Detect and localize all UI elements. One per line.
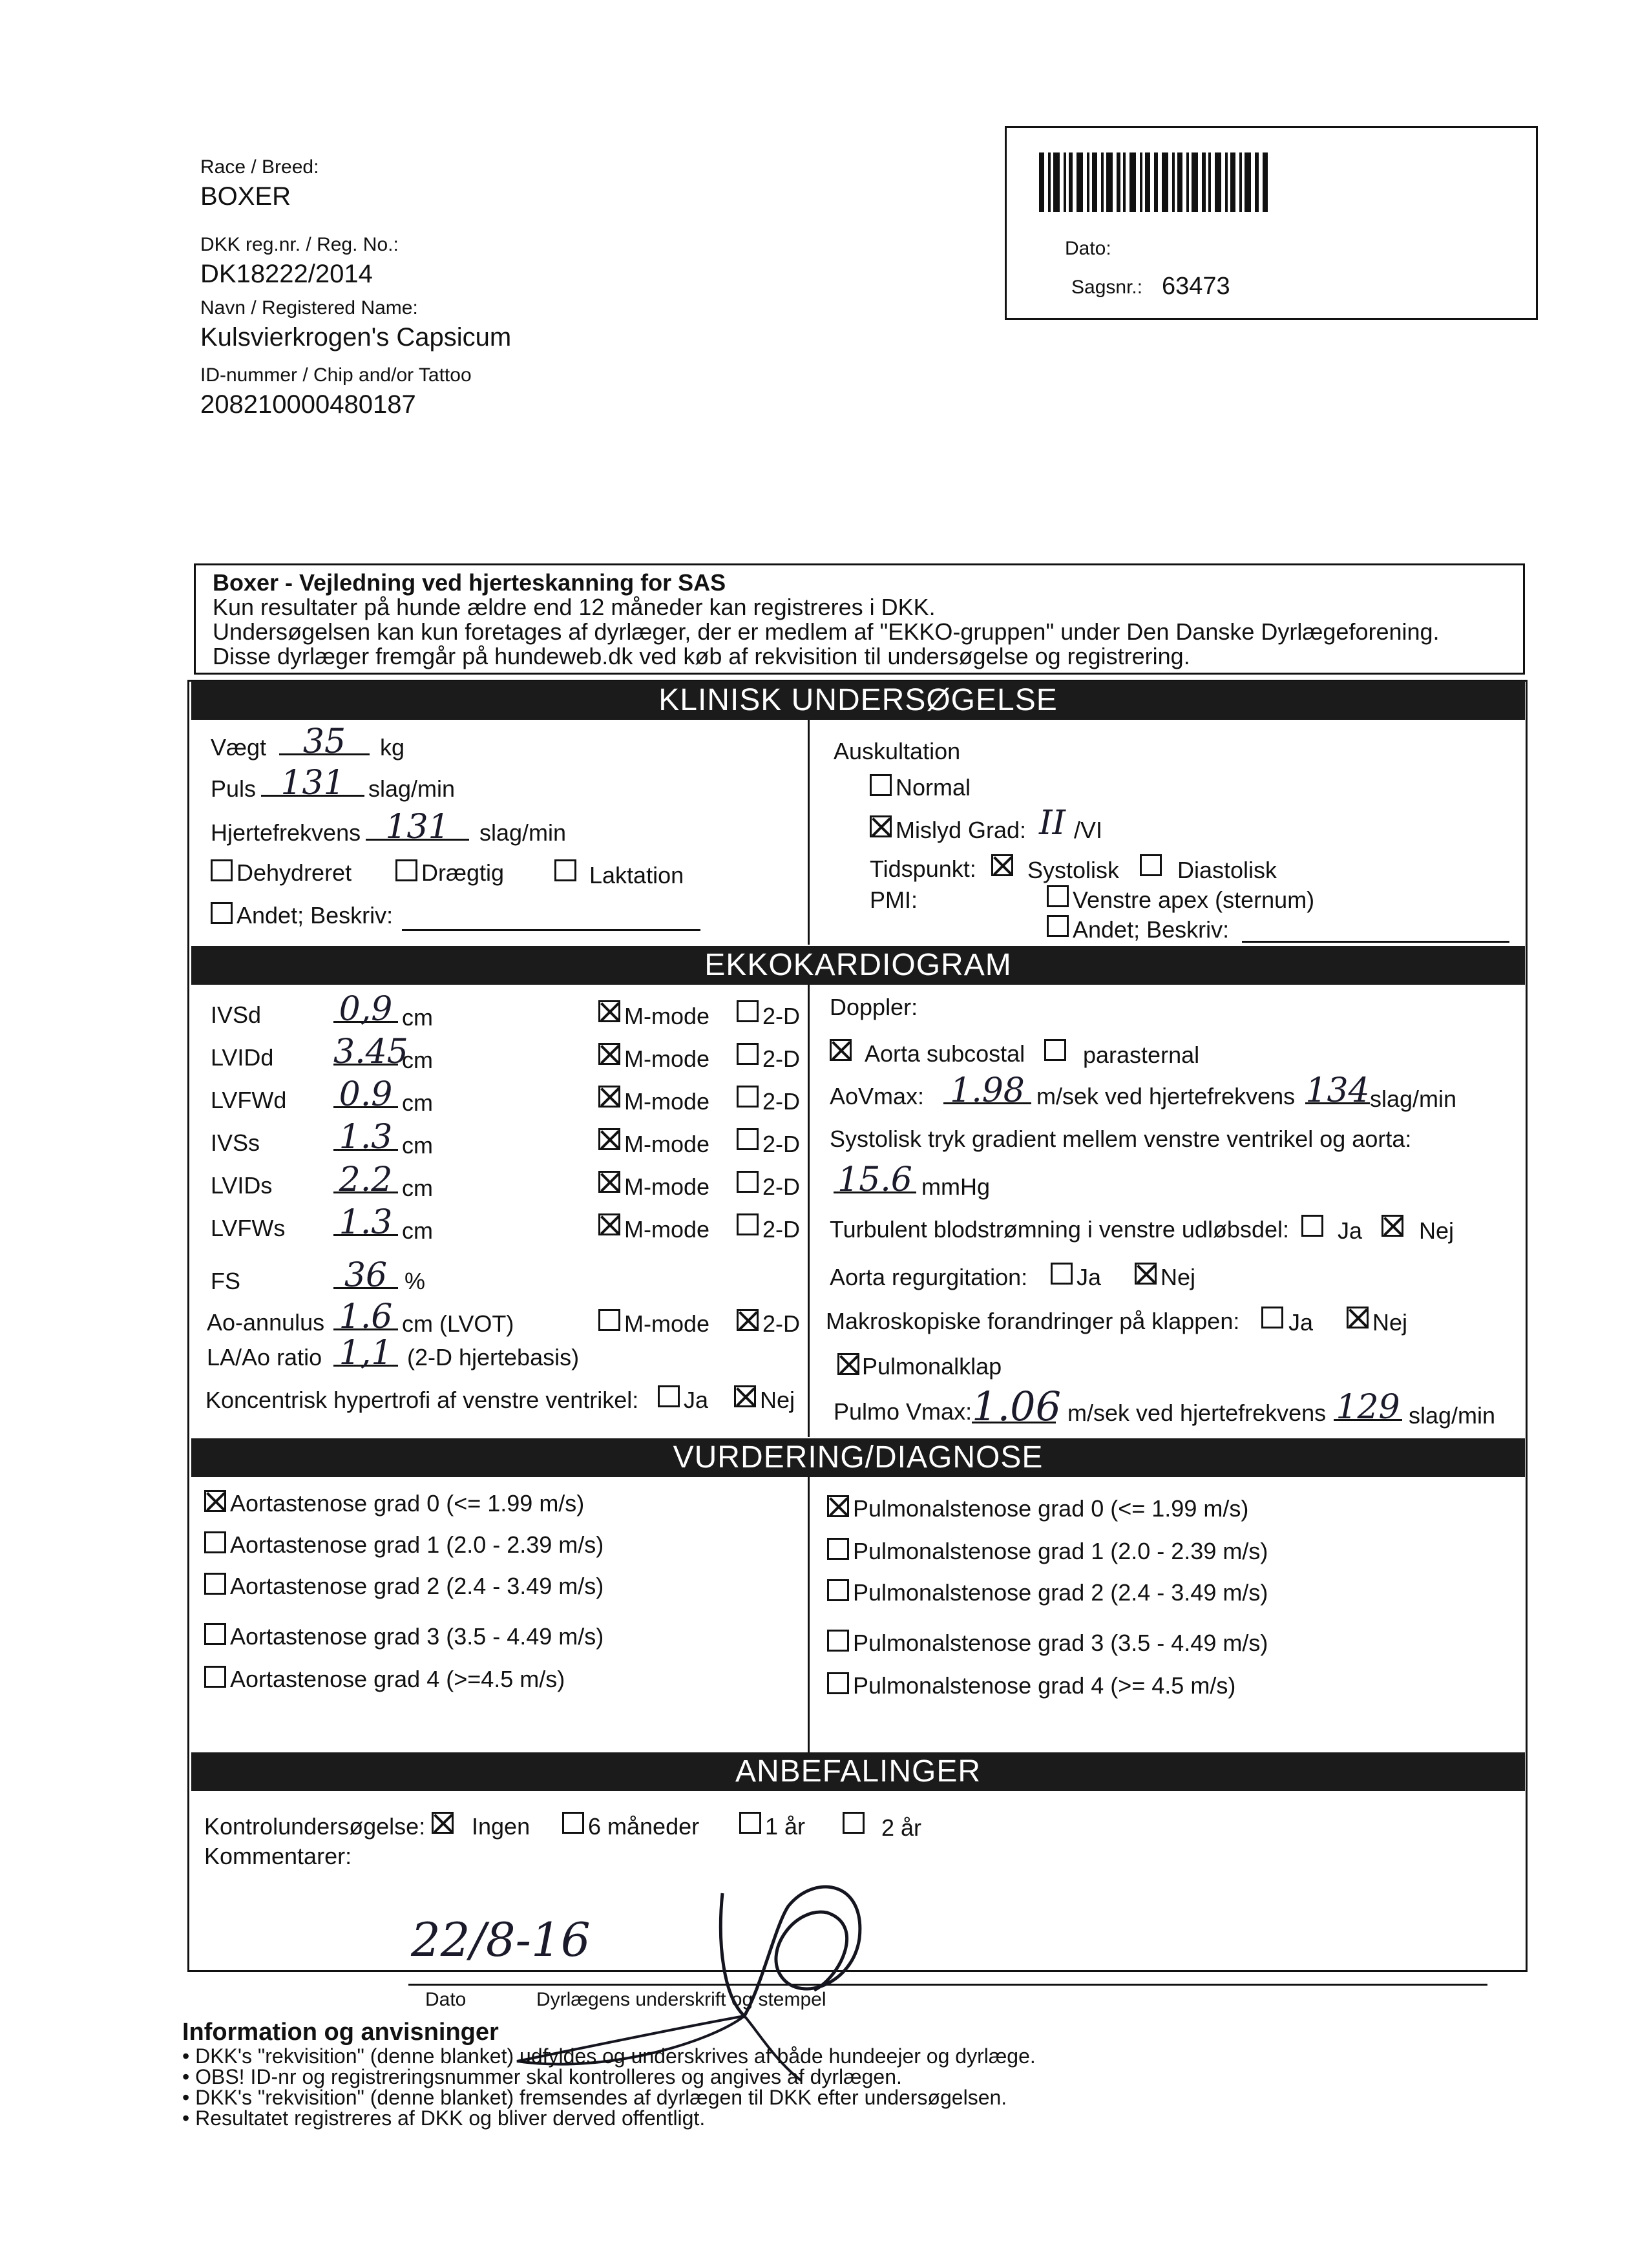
andet-line[interactable] xyxy=(402,929,700,931)
laao-label: LA/Ao ratio xyxy=(207,1344,322,1370)
guide-box xyxy=(194,563,1525,675)
aovmax-field[interactable] xyxy=(943,1071,1031,1110)
diastolisk-checkbox[interactable] xyxy=(1140,854,1162,876)
mmode-label: M-mode xyxy=(624,1045,710,1072)
ao-field[interactable] xyxy=(333,1297,398,1336)
makro-nej-checkbox[interactable] xyxy=(1347,1307,1369,1328)
andet2-label: Andet; Beskriv: xyxy=(1073,916,1230,943)
aovmax-unit: slag/min xyxy=(1370,1086,1457,1112)
aortastenose-checkbox[interactable] xyxy=(204,1623,226,1645)
ekko-row-value: 1.3 xyxy=(339,1203,393,1242)
ekko-row-field[interactable] xyxy=(333,990,398,1029)
info-item: • DKK's "rekvisition" (denne blanket) udfyldes og underskrives af både hundeejer og dyrlæge. xyxy=(182,2044,1036,2068)
ekko-row-unit: cm xyxy=(402,1175,433,1201)
vaegt-value: 35 xyxy=(302,722,346,761)
ekko-row-field[interactable] xyxy=(333,1203,398,1242)
section-ekko: EKKOKARDIOGRAM xyxy=(191,946,1525,985)
to-aar-checkbox[interactable] xyxy=(843,1812,865,1834)
ekko-row-unit: cm xyxy=(402,1047,433,1073)
section-klinisk: KLINISK UNDERSØGELSE xyxy=(191,681,1525,720)
pulmonalklap-label: Pulmonalklap xyxy=(862,1353,1002,1380)
pulmonalstenose-checkbox[interactable] xyxy=(827,1495,849,1517)
aorta-reg-ja-checkbox[interactable] xyxy=(1051,1263,1073,1285)
aovmax-value: 1.98 xyxy=(950,1071,1025,1110)
ao-2d-checkbox[interactable] xyxy=(737,1309,759,1331)
aovmax-mid: m/sek ved hjertefrekvens xyxy=(1036,1083,1296,1109)
mislyd-grade-value: II xyxy=(1039,804,1066,843)
turbulent-ja-checkbox[interactable] xyxy=(1301,1215,1323,1237)
ekko-row-label: LVIDs xyxy=(211,1172,273,1199)
aorta-reg-label: Aorta regurgitation: xyxy=(830,1264,1028,1290)
normal-label: Normal xyxy=(896,774,971,801)
laktation-checkbox[interactable] xyxy=(554,859,576,881)
ao-unit: cm (LVOT) xyxy=(402,1310,514,1337)
hf-field[interactable] xyxy=(366,808,469,846)
pulmonalstenose-label: Pulmonalstenose grad 2 (2.4 - 3.49 m/s) xyxy=(853,1579,1268,1606)
aortastenose-label: Aortastenose grad 2 (2.4 - 3.49 m/s) xyxy=(230,1573,604,1599)
et-aar-label: 1 år xyxy=(765,1813,806,1840)
dato-label: Dato: xyxy=(1065,238,1111,259)
vaegt-unit: kg xyxy=(380,734,405,761)
pulmonalklap-checkbox[interactable] xyxy=(837,1353,859,1375)
konc-ja-label: Ja xyxy=(684,1387,709,1413)
ekko-row-label: IVSd xyxy=(211,1002,262,1028)
to-aar-label: 2 år xyxy=(881,1814,922,1841)
konc-nej-label: Nej xyxy=(760,1387,795,1413)
twod-checkbox[interactable] xyxy=(737,1043,759,1065)
laktation-label: Laktation xyxy=(589,862,684,888)
twod-label: 2-D xyxy=(762,1216,801,1243)
konc-nej-checkbox[interactable] xyxy=(734,1385,756,1407)
makro-label: Makroskopiske forandringer på klappen: xyxy=(826,1308,1240,1334)
puls-label: Puls xyxy=(211,775,257,802)
seks-maaneder-label: 6 måneder xyxy=(588,1813,700,1840)
konc-ja-checkbox[interactable] xyxy=(658,1385,680,1407)
hf-label: Hjertefrekvens xyxy=(211,819,361,846)
mmode-label: M-mode xyxy=(624,1088,710,1115)
turbulent-ja-label: Ja xyxy=(1338,1217,1363,1244)
pulmo-unit: slag/min xyxy=(1409,1402,1496,1429)
mmode-checkbox[interactable] xyxy=(598,1043,620,1065)
race-label: Race / Breed: xyxy=(200,156,319,178)
ekko-row-field[interactable] xyxy=(333,1118,398,1157)
andet-label: Andet; Beskriv: xyxy=(236,902,394,929)
sagsnr-label: Sagsnr.: xyxy=(1071,277,1143,298)
fs-value: 36 xyxy=(344,1256,388,1295)
section-diagnose: VURDERING/DIAGNOSE xyxy=(191,1438,1525,1477)
aortastenose-label: Aortastenose grad 1 (2.0 - 2.39 m/s) xyxy=(230,1531,604,1558)
ekko-row-unit: cm xyxy=(402,1217,433,1244)
info-item: • DKK's "rekvisition" (denne blanket) fremsendes af dyrlægen til DKK efter undersøgelsen. xyxy=(182,2086,1007,2109)
twod-label: 2-D xyxy=(762,1045,801,1072)
draegtig-checkbox[interactable] xyxy=(395,859,417,881)
aorta-reg-nej-label: Nej xyxy=(1161,1264,1196,1290)
case-box xyxy=(1005,126,1538,320)
konc-label: Koncentrisk hypertrofi af venstre ventrikel: xyxy=(205,1387,639,1413)
andet2-checkbox[interactable] xyxy=(1047,915,1069,937)
aortastenose-checkbox[interactable] xyxy=(204,1490,226,1512)
mmode-label: M-mode xyxy=(624,1216,710,1243)
venstre-apex-checkbox[interactable] xyxy=(1047,885,1069,907)
barcode xyxy=(1039,152,1272,212)
aovmax-label: AoVmax: xyxy=(830,1083,925,1109)
turbulent-nej-label: Nej xyxy=(1419,1217,1455,1244)
systolisk-checkbox[interactable] xyxy=(991,854,1013,876)
vaegt-field[interactable] xyxy=(279,722,370,761)
aortastenose-label: Aortastenose grad 0 (<= 1.99 m/s) xyxy=(230,1490,585,1517)
reg-value: DK18222/2014 xyxy=(200,260,373,288)
gradient-value: 15.6 xyxy=(837,1160,912,1199)
turbulent-nej-checkbox[interactable] xyxy=(1381,1215,1403,1237)
ekko-row-value: 2.2 xyxy=(339,1160,393,1199)
dato-sign-label: Dato xyxy=(425,1989,467,2010)
twod-checkbox[interactable] xyxy=(737,1128,759,1150)
mislyd-label: Mislyd Grad: xyxy=(896,817,1027,843)
doppler-label: Doppler: xyxy=(830,994,918,1020)
guide-title: Boxer - Vejledning ved hjerteskanning for SAS xyxy=(213,569,726,596)
reg-label: DKK reg.nr. / Reg. No.: xyxy=(200,234,399,255)
underskrift-label: Dyrlægens underskrift og stempel xyxy=(536,1989,826,2010)
kommentarer-label: Kommentarer: xyxy=(204,1843,352,1869)
seks-maaneder-checkbox[interactable] xyxy=(562,1812,584,1834)
dato-value: 22/8-16 xyxy=(411,1913,591,1967)
sagsnr-value: 63473 xyxy=(1162,273,1230,300)
hf-unit: slag/min xyxy=(479,819,567,846)
vaegt-label: Vægt xyxy=(211,734,267,761)
ao-label: Ao-annulus xyxy=(207,1309,325,1336)
aorta-subcostal-checkbox[interactable] xyxy=(830,1039,852,1061)
draegtig-label: Drægtig xyxy=(421,859,505,886)
ekko-row-field[interactable] xyxy=(333,1075,398,1114)
ao-2d-label: 2-D xyxy=(762,1310,801,1337)
mmode-checkbox[interactable] xyxy=(598,1000,620,1022)
hf-value: 131 xyxy=(385,808,450,846)
ekko-row-unit: cm xyxy=(402,1132,433,1159)
pulmo-value: 1.06 xyxy=(972,1383,1062,1430)
ao-mmode-checkbox[interactable] xyxy=(598,1309,620,1331)
mmode-checkbox[interactable] xyxy=(598,1213,620,1235)
turbulent-label: Turbulent blodstrømning i venstre udløbsdel: xyxy=(830,1216,1289,1243)
ekko-row-label: IVSs xyxy=(211,1129,260,1156)
pulmo-hf-field[interactable] xyxy=(1334,1388,1402,1427)
ekko-row-field[interactable] xyxy=(333,1160,398,1199)
makro-ja-label: Ja xyxy=(1288,1309,1314,1336)
andet2-line[interactable] xyxy=(1242,941,1509,943)
diastolisk-label: Diastolisk xyxy=(1177,857,1277,883)
mmode-checkbox[interactable] xyxy=(598,1128,620,1150)
divider xyxy=(808,985,810,1437)
ingen-checkbox[interactable] xyxy=(432,1812,454,1834)
aortastenose-checkbox[interactable] xyxy=(204,1531,226,1553)
divider xyxy=(808,1477,810,1752)
ao-value: 1.6 xyxy=(339,1297,393,1336)
aorta-reg-ja-label: Ja xyxy=(1077,1264,1102,1290)
pulmonalstenose-checkbox[interactable] xyxy=(827,1630,849,1652)
mmode-label: M-mode xyxy=(624,1131,710,1157)
mmode-label: M-mode xyxy=(624,1173,710,1200)
section-anbefalinger: ANBEFALINGER xyxy=(191,1752,1525,1791)
fs-field[interactable] xyxy=(333,1256,398,1295)
ekko-row-label: LVFWs xyxy=(211,1215,286,1241)
dehydreret-label: Dehydreret xyxy=(236,859,352,886)
mislyd-checkbox[interactable] xyxy=(870,815,892,837)
laao-value: 1,1 xyxy=(339,1334,393,1372)
pulmonalstenose-label: Pulmonalstenose grad 3 (3.5 - 4.49 m/s) xyxy=(853,1630,1268,1656)
twod-label: 2-D xyxy=(762,1173,801,1200)
id-label: ID-nummer / Chip and/or Tattoo xyxy=(200,364,472,386)
ekko-row-label: LVIDd xyxy=(211,1044,274,1071)
gradient-label: Systolisk tryk gradient mellem venstre ventrikel og aorta: xyxy=(830,1126,1412,1152)
twod-label: 2-D xyxy=(762,1131,801,1157)
info-item: • OBS! ID-nr og registreringsnummer skal kontrolleres og angives af dyrlægen. xyxy=(182,2065,902,2088)
auskultation-label: Auskultation xyxy=(834,738,961,764)
pulmo-field[interactable] xyxy=(972,1383,1062,1430)
mmode-checkbox[interactable] xyxy=(598,1086,620,1108)
twod-checkbox[interactable] xyxy=(737,1086,759,1108)
mislyd-suffix: /VI xyxy=(1074,817,1103,843)
ekko-row-value: 0.9 xyxy=(339,1075,393,1114)
laao-field[interactable] xyxy=(333,1334,398,1372)
guide-line-2: Undersøgelsen kan kun foretages af dyrlæger, der er medlem af "EKKO-gruppen" under Den Danske Dyrlægeforening. xyxy=(213,618,1440,645)
ekko-row-label: LVFWd xyxy=(211,1087,287,1113)
puls-unit: slag/min xyxy=(368,775,456,802)
race-value: BOXER xyxy=(200,182,291,211)
laao-unit: (2-D hjertebasis) xyxy=(407,1344,580,1370)
aortastenose-label: Aortastenose grad 4 (>=4.5 m/s) xyxy=(230,1666,565,1692)
twod-checkbox[interactable] xyxy=(737,1171,759,1193)
pulmonalstenose-label: Pulmonalstenose grad 4 (>= 4.5 m/s) xyxy=(853,1672,1236,1699)
aorta-subcostal-label: Aorta subcostal xyxy=(865,1040,1025,1067)
ekko-row-unit: cm xyxy=(402,1089,433,1116)
puls-field[interactable] xyxy=(261,764,364,803)
aortastenose-checkbox[interactable] xyxy=(204,1573,226,1595)
dehydreret-checkbox[interactable] xyxy=(211,859,233,881)
puls-value: 131 xyxy=(280,764,345,803)
parasternal-checkbox[interactable] xyxy=(1044,1039,1066,1061)
gradient-field[interactable] xyxy=(834,1160,916,1199)
et-aar-checkbox[interactable] xyxy=(739,1812,761,1834)
ao-mmode-label: M-mode xyxy=(624,1310,710,1337)
fs-label: FS xyxy=(211,1268,241,1294)
twod-label: 2-D xyxy=(762,1003,801,1029)
ekko-row-unit: cm xyxy=(402,1004,433,1031)
aorta-reg-nej-checkbox[interactable] xyxy=(1135,1263,1157,1285)
normal-checkbox[interactable] xyxy=(870,774,892,796)
venstre-apex-label: Venstre apex (sternum) xyxy=(1073,887,1315,913)
tidspunkt-label: Tidspunkt: xyxy=(870,856,976,882)
ekko-row-value: 0,9 xyxy=(339,990,393,1029)
id-value: 208210000480187 xyxy=(200,390,416,419)
guide-line-3: Disse dyrlæger fremgår på hundeweb.dk ved køb af rekvisition til undersøgelse og registrering. xyxy=(213,643,1190,669)
andet-checkbox[interactable] xyxy=(211,902,233,924)
guide-line-1: Kun resultater på hunde ældre end 12 måneder kan registreres i DKK. xyxy=(213,594,936,620)
systolisk-label: Systolisk xyxy=(1027,857,1120,883)
divider xyxy=(808,720,810,945)
kontrol-label: Kontrolundersøgelse: xyxy=(204,1813,426,1840)
pulmonalstenose-checkbox[interactable] xyxy=(827,1538,849,1560)
mmode-checkbox[interactable] xyxy=(598,1171,620,1193)
parasternal-label: parasternal xyxy=(1083,1042,1200,1068)
aovmax-hf-field[interactable] xyxy=(1305,1071,1370,1110)
name-value: Kulsvierkrogen's Capsicum xyxy=(200,323,512,352)
pulmonalstenose-label: Pulmonalstenose grad 1 (2.0 - 2.39 m/s) xyxy=(853,1538,1268,1564)
ekko-row-value: 3.45 xyxy=(333,1033,408,1071)
ekko-row-field[interactable] xyxy=(333,1033,408,1071)
pulmonalstenose-label: Pulmonalstenose grad 0 (<= 1.99 m/s) xyxy=(853,1495,1249,1522)
aortastenose-label: Aortastenose grad 3 (3.5 - 4.49 m/s) xyxy=(230,1623,604,1650)
gradient-unit: mmHg xyxy=(921,1173,990,1200)
fs-unit: % xyxy=(404,1268,426,1294)
pmi-label: PMI: xyxy=(870,887,918,913)
info-item: • Resultatet registreres af DKK og bliver derved offentligt. xyxy=(182,2106,706,2130)
pulmo-label: Pulmo Vmax: xyxy=(834,1398,972,1425)
ekko-row-value: 1.3 xyxy=(339,1118,393,1157)
pulmo-mid: m/sek ved hjertefrekvens xyxy=(1067,1400,1327,1426)
info-title: Information og anvisninger xyxy=(182,2019,499,2046)
aortastenose-checkbox[interactable] xyxy=(204,1666,226,1688)
makro-nej-label: Nej xyxy=(1372,1309,1408,1336)
pulmonalstenose-checkbox[interactable] xyxy=(827,1579,849,1601)
name-label: Navn / Registered Name: xyxy=(200,297,418,319)
makro-ja-checkbox[interactable] xyxy=(1261,1307,1283,1328)
pulmo-hf-value: 129 xyxy=(1336,1388,1400,1427)
pulmonalstenose-checkbox[interactable] xyxy=(827,1672,849,1694)
twod-checkbox[interactable] xyxy=(737,1213,759,1235)
twod-checkbox[interactable] xyxy=(737,1000,759,1022)
ingen-label: Ingen xyxy=(472,1813,530,1840)
aovmax-hf-value: 134 xyxy=(1305,1071,1370,1110)
mmode-label: M-mode xyxy=(624,1003,710,1029)
twod-label: 2-D xyxy=(762,1088,801,1115)
